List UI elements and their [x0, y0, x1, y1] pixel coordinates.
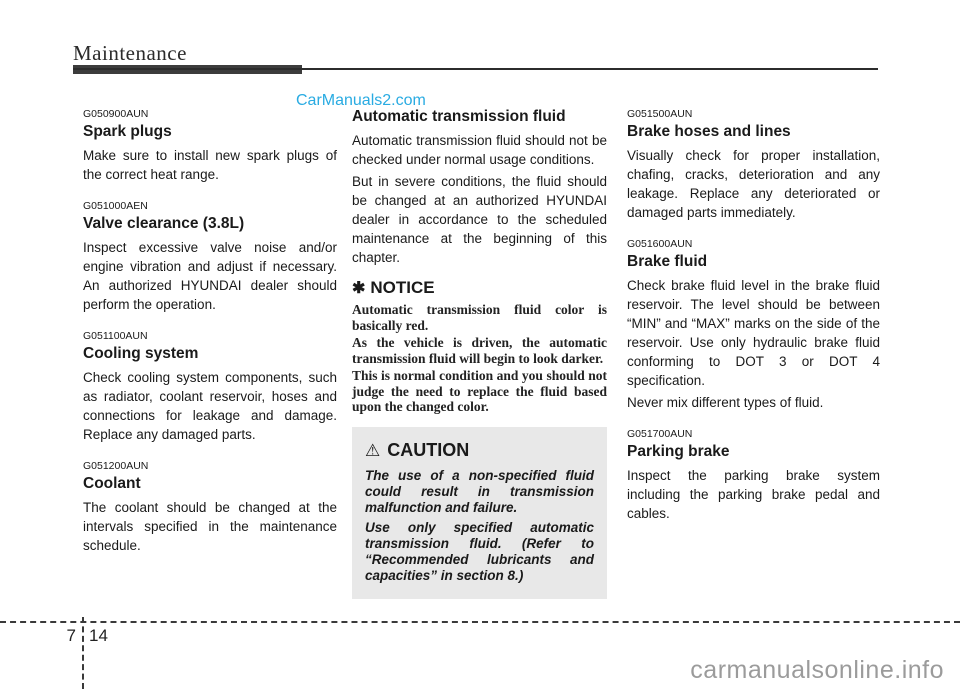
section-code: G051200AUN: [83, 460, 149, 472]
section-paragraph: Visually check for proper installation, chafing, cracks, deterioration and any leakage. Replace any deteriorated or damaged parts immediately.: [627, 148, 880, 220]
section-heading: Parking brake: [627, 443, 730, 460]
section-heading: Valve clearance (3.8L): [83, 215, 245, 232]
section-brake-fluid: [627, 238, 880, 412]
section-automatic-transmission-fluid: [352, 108, 607, 267]
page-title: Maintenance: [73, 41, 187, 65]
section-heading: Automatic transmission fluid: [352, 108, 566, 125]
section-heading: Brake hoses and lines: [627, 123, 791, 140]
section-brake-hoses-and-lines: [627, 108, 880, 222]
watermark-carmanualsonline: carmanualsonline.info: [690, 656, 944, 684]
section-paragraph: Never mix different types of fluid.: [627, 395, 824, 410]
section-paragraph: Check cooling system components, such as radiator, coolant reservoir, hoses and connections for leakage and damage. Replace any damaged parts.: [83, 370, 337, 442]
notice-paragraph: As the vehicle is driven, the automatic transmission fluid will begin to look darker.: [352, 335, 607, 366]
section-paragraph: But in severe conditions, the fluid should be changed at an authorized HYUNDAI dealer in accordance to the scheduled maintenance at the beginning of this chapter.: [352, 174, 607, 265]
section-paragraph: Check brake fluid level in the brake fluid reservoir. The level should be between “MIN” and “MAX” marks on the side of the reservoir. Use only hydraulic brake fluid conforming to DOT 3 or DOT 4 specification.: [627, 278, 880, 388]
caution-paragraph: The use of a non-specified fluid could result in transmission malfunction and failure.: [365, 467, 594, 515]
notice-title-label: NOTICE: [370, 278, 435, 297]
footer-chapter-number: 7: [66, 626, 76, 645]
caution-box: [352, 427, 607, 599]
section-coolant: [83, 460, 337, 555]
section-code: G051100AUN: [83, 330, 148, 342]
notice-paragraph: Automatic transmission fluid color is basically red.: [352, 302, 607, 333]
column-right: [627, 108, 880, 523]
column-center: [352, 108, 607, 599]
caution-title-label: CAUTION: [387, 439, 470, 460]
warning-triangle-icon: ⚠: [365, 440, 381, 460]
section-cooling-system: [83, 330, 337, 444]
section-code: G051600AUN: [627, 238, 693, 250]
caution-paragraph: Use only specified automatic transmission fluid. (Refer to “Recommended lubricants and capacities” in section 8.): [365, 519, 594, 583]
section-heading: Cooling system: [83, 345, 199, 362]
section-code: G051000AEN: [83, 200, 148, 212]
section-code: G051700AUN: [627, 428, 693, 440]
section-heading: Spark plugs: [83, 123, 172, 140]
section-code: G050900AUN: [83, 108, 149, 120]
section-paragraph: The coolant should be changed at the intervals specified in the maintenance schedule.: [83, 500, 337, 553]
section-paragraph: Automatic transmission fluid should not be checked under normal usage conditions.: [352, 133, 607, 167]
section-spark-plugs: [83, 108, 337, 184]
column-left: [83, 108, 337, 555]
asterisk-icon: ✱: [352, 280, 366, 297]
notice-title: [352, 278, 607, 298]
footer-page-number: 14: [89, 626, 108, 645]
watermark-carmanuals2: CarManuals2.com: [296, 92, 426, 109]
caution-title: [365, 440, 594, 461]
section-parking-brake: [627, 428, 880, 523]
footer-dashed-divider: [82, 617, 84, 689]
section-paragraph: Inspect excessive valve noise and/or engine vibration and adjust if necessary. An authorized HYUNDAI dealer should perform the operation.: [83, 240, 337, 312]
section-valve-clearance: [83, 200, 337, 314]
section-code: G051500AUN: [627, 108, 693, 120]
section-paragraph: Inspect the parking brake system including the parking brake pedal and cables.: [627, 468, 880, 521]
header-rule: [73, 68, 878, 70]
section-paragraph: Make sure to install new spark plugs of the correct heat range.: [83, 148, 337, 182]
notice-block: [352, 278, 607, 415]
notice-paragraph: This is normal condition and you should not judge the need to replace the fluid based upon the changed color.: [352, 368, 607, 414]
section-heading: Brake fluid: [627, 253, 708, 270]
section-heading: Coolant: [83, 475, 141, 492]
footer-dashed-rule: [0, 621, 960, 623]
